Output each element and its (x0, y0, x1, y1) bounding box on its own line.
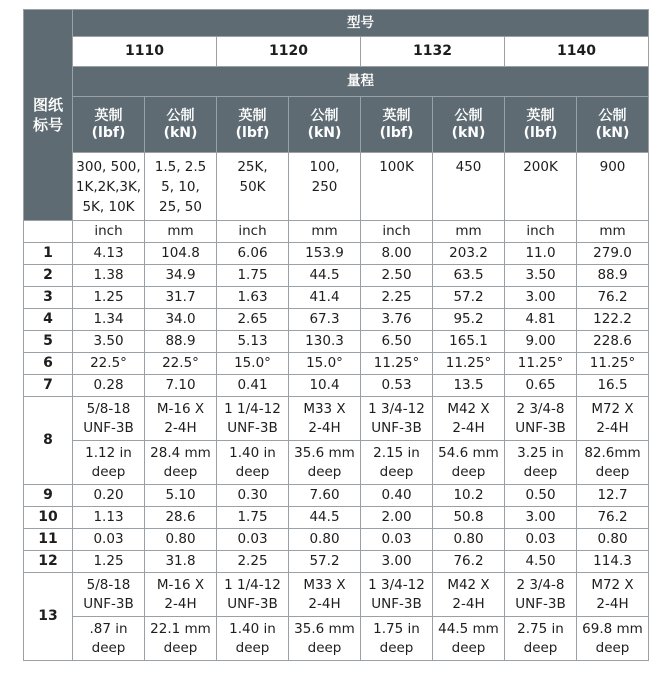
units-row-blank (24, 221, 73, 243)
range-value (433, 153, 505, 221)
cell-line: M72 X (591, 576, 634, 593)
unit-header (217, 97, 289, 153)
unit-header (361, 97, 433, 153)
range-header-row (24, 67, 649, 97)
table-cell (145, 617, 217, 661)
table-cell (217, 617, 289, 661)
table-cell (361, 617, 433, 661)
table-cell: 0.03 (217, 529, 289, 551)
dimension-id: 7 (24, 375, 73, 397)
cell-line: (kN) (595, 124, 630, 141)
range-value (217, 153, 289, 221)
range-value (577, 153, 649, 221)
cell-line: 英制 (238, 107, 267, 124)
table-cell: 1.34 (73, 309, 145, 331)
cell-line: 82.6mm (584, 444, 641, 461)
table-cell: 10.2 (433, 485, 505, 507)
unit-cell: inch (73, 221, 145, 243)
cell-line: 1 1/4-12 (224, 576, 281, 593)
cell-line: deep (595, 639, 630, 656)
cell-line: M72 X (591, 400, 634, 417)
cell-line: UNF-3B (371, 419, 422, 436)
cell-line: 2-4H (452, 419, 485, 436)
table-cell: 76.2 (577, 287, 649, 309)
cell-line: 1.5, 2.5 (154, 159, 207, 175)
table-cell: 22.5° (145, 353, 217, 375)
table-cell: 279.0 (577, 243, 649, 265)
cell-line: 5K, 10K (82, 199, 135, 215)
table-cell: 11.25° (361, 353, 433, 375)
table-cell (289, 397, 361, 441)
unit-header (73, 97, 145, 153)
table-cell: 95.2 (433, 309, 505, 331)
table-cell: 11.25° (505, 353, 577, 375)
table-cell (433, 617, 505, 661)
table-cell: 2.65 (217, 309, 289, 331)
cell-line: 300, 500, (76, 159, 141, 175)
cell-line: 2-4H (596, 419, 629, 436)
cell-line: UNF-3B (515, 595, 566, 612)
table-cell: 130.3 (289, 331, 361, 353)
units-row (24, 221, 649, 243)
cell-line: UNF-3B (83, 595, 134, 612)
cell-line: 50K (239, 179, 266, 195)
table-cell (361, 397, 433, 441)
cell-line: 2-4H (308, 595, 341, 612)
table-row (24, 441, 649, 485)
range-value (361, 153, 433, 221)
table-cell: 2.00 (361, 507, 433, 529)
cell-line: 450 (455, 159, 482, 175)
table-cell (73, 573, 145, 617)
spec-table-container (23, 9, 649, 661)
cell-line: 35.6 mm (294, 444, 355, 461)
table-row (24, 375, 649, 397)
table-cell: 2.25 (361, 287, 433, 309)
unit-cell: inch (217, 221, 289, 243)
unit-header (145, 97, 217, 153)
unit-header (505, 97, 577, 153)
table-cell: 104.8 (145, 243, 217, 265)
table-cell: 0.53 (361, 375, 433, 397)
dimension-id: 5 (24, 331, 73, 353)
table-cell (217, 397, 289, 441)
cell-line: UNF-3B (227, 419, 278, 436)
cell-line: 3.25 in (517, 444, 564, 461)
cell-line: 1.12 in (85, 444, 132, 461)
cell-line: M-16 X (156, 576, 205, 593)
table-cell (505, 573, 577, 617)
table-cell: 44.5 (289, 265, 361, 287)
cell-line: 2-4H (164, 419, 197, 436)
unit-cell: mm (577, 221, 649, 243)
table-cell: 22.5° (73, 353, 145, 375)
cell-line: 英制 (94, 107, 123, 124)
table-cell (73, 617, 145, 661)
cell-line: M33 X (303, 400, 346, 417)
cell-line: 公制 (310, 107, 339, 124)
table-cell: 0.03 (505, 529, 577, 551)
table-cell: 76.2 (433, 551, 505, 573)
table-cell: 1.25 (73, 287, 145, 309)
cell-line: deep (91, 463, 126, 480)
table-cell: 1.75 (217, 507, 289, 529)
cell-line: deep (91, 639, 126, 656)
table-cell: 57.2 (289, 551, 361, 573)
table-cell: 203.2 (433, 243, 505, 265)
model-numbers-row (24, 37, 649, 67)
cell-line: 标号 (32, 116, 63, 134)
cell-line: deep (235, 463, 270, 480)
table-cell (577, 397, 649, 441)
table-cell: 5.13 (217, 331, 289, 353)
cell-line: M42 X (447, 576, 490, 593)
unit-cell: inch (505, 221, 577, 243)
table-row (24, 617, 649, 661)
table-cell: 11.0 (505, 243, 577, 265)
cell-line: UNF-3B (227, 595, 278, 612)
table-cell: 0.20 (73, 485, 145, 507)
dimension-id: 11 (24, 529, 73, 551)
table-cell: 3.50 (505, 265, 577, 287)
range-values-row (24, 153, 649, 221)
cell-line: 英制 (526, 107, 555, 124)
table-cell: 0.80 (577, 529, 649, 551)
table-cell (145, 397, 217, 441)
table-cell: 8.00 (361, 243, 433, 265)
model-header-row (24, 10, 649, 37)
table-cell: 0.03 (73, 529, 145, 551)
dimension-id: 2 (24, 265, 73, 287)
table-cell (217, 573, 289, 617)
table-cell: 7.10 (145, 375, 217, 397)
table-cell (505, 397, 577, 441)
table-cell: 28.6 (145, 507, 217, 529)
cell-line: M42 X (447, 400, 490, 417)
table-cell: 1.38 (73, 265, 145, 287)
cell-line: 22.1 mm (150, 620, 211, 637)
table-cell: 2.25 (217, 551, 289, 573)
cell-line: 2-4H (164, 595, 197, 612)
unit-header (289, 97, 361, 153)
cell-line: 2.75 in (517, 620, 564, 637)
range-value (145, 153, 217, 221)
cell-line: (lbf) (379, 124, 414, 141)
table-cell: 13.5 (433, 375, 505, 397)
cell-line: (lbf) (523, 124, 558, 141)
cell-line: deep (307, 639, 342, 656)
cell-line: 69.8 mm (582, 620, 643, 637)
table-cell: 63.5 (433, 265, 505, 287)
table-cell: 2.50 (361, 265, 433, 287)
cell-line: 2-4H (308, 419, 341, 436)
cell-line: deep (307, 463, 342, 480)
cell-line: UNF-3B (371, 595, 422, 612)
cell-line: 1 3/4-12 (368, 576, 425, 593)
table-cell: 1.75 (217, 265, 289, 287)
dimension-id: 13 (24, 573, 73, 661)
cell-line: (kN) (307, 124, 342, 141)
cell-line: deep (379, 639, 414, 656)
model-header: 型号 (73, 10, 649, 37)
unit-cell: mm (289, 221, 361, 243)
cell-line: 英制 (382, 107, 411, 124)
cell-line: 5/8-18 (86, 576, 131, 593)
table-cell (73, 397, 145, 441)
table-cell: 0.41 (217, 375, 289, 397)
cell-line: UNF-3B (83, 419, 134, 436)
range-header: 量程 (73, 67, 649, 97)
table-cell (433, 441, 505, 485)
table-cell: 31.8 (145, 551, 217, 573)
range-value (505, 153, 577, 221)
table-cell: 44.5 (289, 507, 361, 529)
table-cell (361, 441, 433, 485)
dimension-id: 6 (24, 353, 73, 375)
table-cell: 10.4 (289, 375, 361, 397)
cell-line: 2.15 in (373, 444, 420, 461)
cell-line: (kN) (163, 124, 198, 141)
table-cell: 76.2 (577, 507, 649, 529)
table-cell: 1.63 (217, 287, 289, 309)
table-cell: 0.65 (505, 375, 577, 397)
cell-line: deep (235, 639, 270, 656)
table-row (24, 353, 649, 375)
cell-line: deep (595, 463, 630, 480)
table-cell (505, 617, 577, 661)
table-cell: 7.60 (289, 485, 361, 507)
cell-line: M-16 X (156, 400, 205, 417)
cell-line: deep (451, 639, 486, 656)
table-cell (289, 617, 361, 661)
cell-line: 1.40 in (229, 444, 276, 461)
model-1110: 1110 (73, 37, 217, 67)
cell-line: 公制 (454, 107, 483, 124)
table-cell: 31.7 (145, 287, 217, 309)
table-cell: 165.1 (433, 331, 505, 353)
unit-cell: inch (361, 221, 433, 243)
table-cell (433, 397, 505, 441)
table-cell: 6.50 (361, 331, 433, 353)
table-cell (145, 441, 217, 485)
range-value (289, 153, 361, 221)
table-cell (145, 573, 217, 617)
table-cell: 122.2 (577, 309, 649, 331)
model-1120: 1120 (217, 37, 361, 67)
unit-header (577, 97, 649, 153)
table-cell: 1.25 (73, 551, 145, 573)
cell-line: 1K,2K,3K, (75, 179, 142, 195)
cell-line: 1 3/4-12 (368, 400, 425, 417)
table-cell: 88.9 (145, 331, 217, 353)
unit-cell: mm (433, 221, 505, 243)
cell-line: deep (163, 463, 198, 480)
table-cell (577, 617, 649, 661)
table-row (24, 507, 649, 529)
cell-line: (kN) (451, 124, 486, 141)
cell-line: 25K, (237, 159, 268, 175)
cell-line: 100, (309, 159, 340, 175)
drawing-number-header (24, 10, 73, 221)
cell-line: deep (451, 463, 486, 480)
cell-line: 54.6 mm (438, 444, 499, 461)
dimension-id: 4 (24, 309, 73, 331)
table-cell: 15.0° (289, 353, 361, 375)
unit-header-row (24, 97, 649, 153)
table-cell (289, 441, 361, 485)
table-cell: 34.9 (145, 265, 217, 287)
table-cell: 0.80 (433, 529, 505, 551)
table-row (24, 529, 649, 551)
cell-line: (lbf) (235, 124, 270, 141)
table-row (24, 397, 649, 441)
table-cell: 153.9 (289, 243, 361, 265)
dimension-id: 12 (24, 551, 73, 573)
table-cell: 228.6 (577, 331, 649, 353)
cell-line: 200K (523, 159, 558, 175)
table-row (24, 287, 649, 309)
cell-line: deep (163, 639, 198, 656)
table-cell (577, 573, 649, 617)
range-value (73, 153, 145, 221)
table-row (24, 331, 649, 353)
cell-line: 公制 (166, 107, 195, 124)
unit-cell: mm (145, 221, 217, 243)
cell-line: deep (523, 463, 558, 480)
table-cell: 3.50 (73, 331, 145, 353)
cell-line: 35.6 mm (294, 620, 355, 637)
table-cell: 15.0° (217, 353, 289, 375)
table-row (24, 485, 649, 507)
cell-line: 2-4H (452, 595, 485, 612)
cell-line: (lbf) (91, 124, 126, 141)
table-cell: 3.76 (361, 309, 433, 331)
dimension-id: 9 (24, 485, 73, 507)
table-cell: 0.50 (505, 485, 577, 507)
table-row (24, 551, 649, 573)
table-cell: 0.40 (361, 485, 433, 507)
table-cell: 34.0 (145, 309, 217, 331)
table-cell: 11.25° (577, 353, 649, 375)
table-cell: 3.00 (505, 287, 577, 309)
cell-line: 2 3/4-8 (516, 400, 565, 417)
table-cell: 88.9 (577, 265, 649, 287)
model-1132: 1132 (361, 37, 505, 67)
table-cell (73, 441, 145, 485)
dimension-id: 3 (24, 287, 73, 309)
table-cell: 114.3 (577, 551, 649, 573)
table-row (24, 309, 649, 331)
cell-line: 1 1/4-12 (224, 400, 281, 417)
cell-line: 28.4 mm (150, 444, 211, 461)
cell-line: deep (379, 463, 414, 480)
table-cell: 57.2 (433, 287, 505, 309)
table-cell: 9.00 (505, 331, 577, 353)
cell-line: 2 3/4-8 (516, 576, 565, 593)
cell-line: 900 (599, 159, 626, 175)
cell-line: 5/8-18 (86, 400, 131, 417)
table-cell: 0.30 (217, 485, 289, 507)
table-cell: 1.13 (73, 507, 145, 529)
table-cell (217, 441, 289, 485)
cell-line: 1.75 in (373, 620, 420, 637)
dimension-id: 10 (24, 507, 73, 529)
dimension-id: 1 (24, 243, 73, 265)
table-cell: 4.50 (505, 551, 577, 573)
cell-line: 公制 (598, 107, 627, 124)
cell-line: .87 in (89, 620, 128, 637)
table-cell: 16.5 (577, 375, 649, 397)
cell-line: 100K (379, 159, 414, 175)
table-cell (289, 573, 361, 617)
cell-line: 1.40 in (229, 620, 276, 637)
cell-line: 图纸 (32, 96, 63, 114)
table-cell: 0.28 (73, 375, 145, 397)
table-cell: 0.80 (145, 529, 217, 551)
table-row (24, 573, 649, 617)
cell-line: 250 (311, 179, 338, 195)
model-1140: 1140 (505, 37, 649, 67)
table-cell: 41.4 (289, 287, 361, 309)
cell-line: 5, 10, (161, 179, 200, 195)
table-cell: 67.3 (289, 309, 361, 331)
table-cell: 12.7 (577, 485, 649, 507)
table-cell: 6.06 (217, 243, 289, 265)
spec-table (23, 9, 649, 661)
table-cell: 50.8 (433, 507, 505, 529)
table-cell (361, 573, 433, 617)
table-row (24, 265, 649, 287)
table-cell: 3.00 (505, 507, 577, 529)
dimension-id: 8 (24, 397, 73, 485)
cell-line: 44.5 mm (438, 620, 499, 637)
table-cell: 0.03 (361, 529, 433, 551)
cell-line: M33 X (303, 576, 346, 593)
cell-line: 25, 50 (159, 199, 202, 215)
table-cell: 5.10 (145, 485, 217, 507)
cell-line: UNF-3B (515, 419, 566, 436)
unit-header (433, 97, 505, 153)
table-cell: 4.81 (505, 309, 577, 331)
table-cell (505, 441, 577, 485)
cell-line: deep (523, 639, 558, 656)
table-cell: 0.80 (289, 529, 361, 551)
cell-line: 2-4H (596, 595, 629, 612)
table-cell: 4.13 (73, 243, 145, 265)
table-cell: 11.25° (433, 353, 505, 375)
table-cell (577, 441, 649, 485)
table-row (24, 243, 649, 265)
table-cell: 3.00 (361, 551, 433, 573)
table-cell (433, 573, 505, 617)
